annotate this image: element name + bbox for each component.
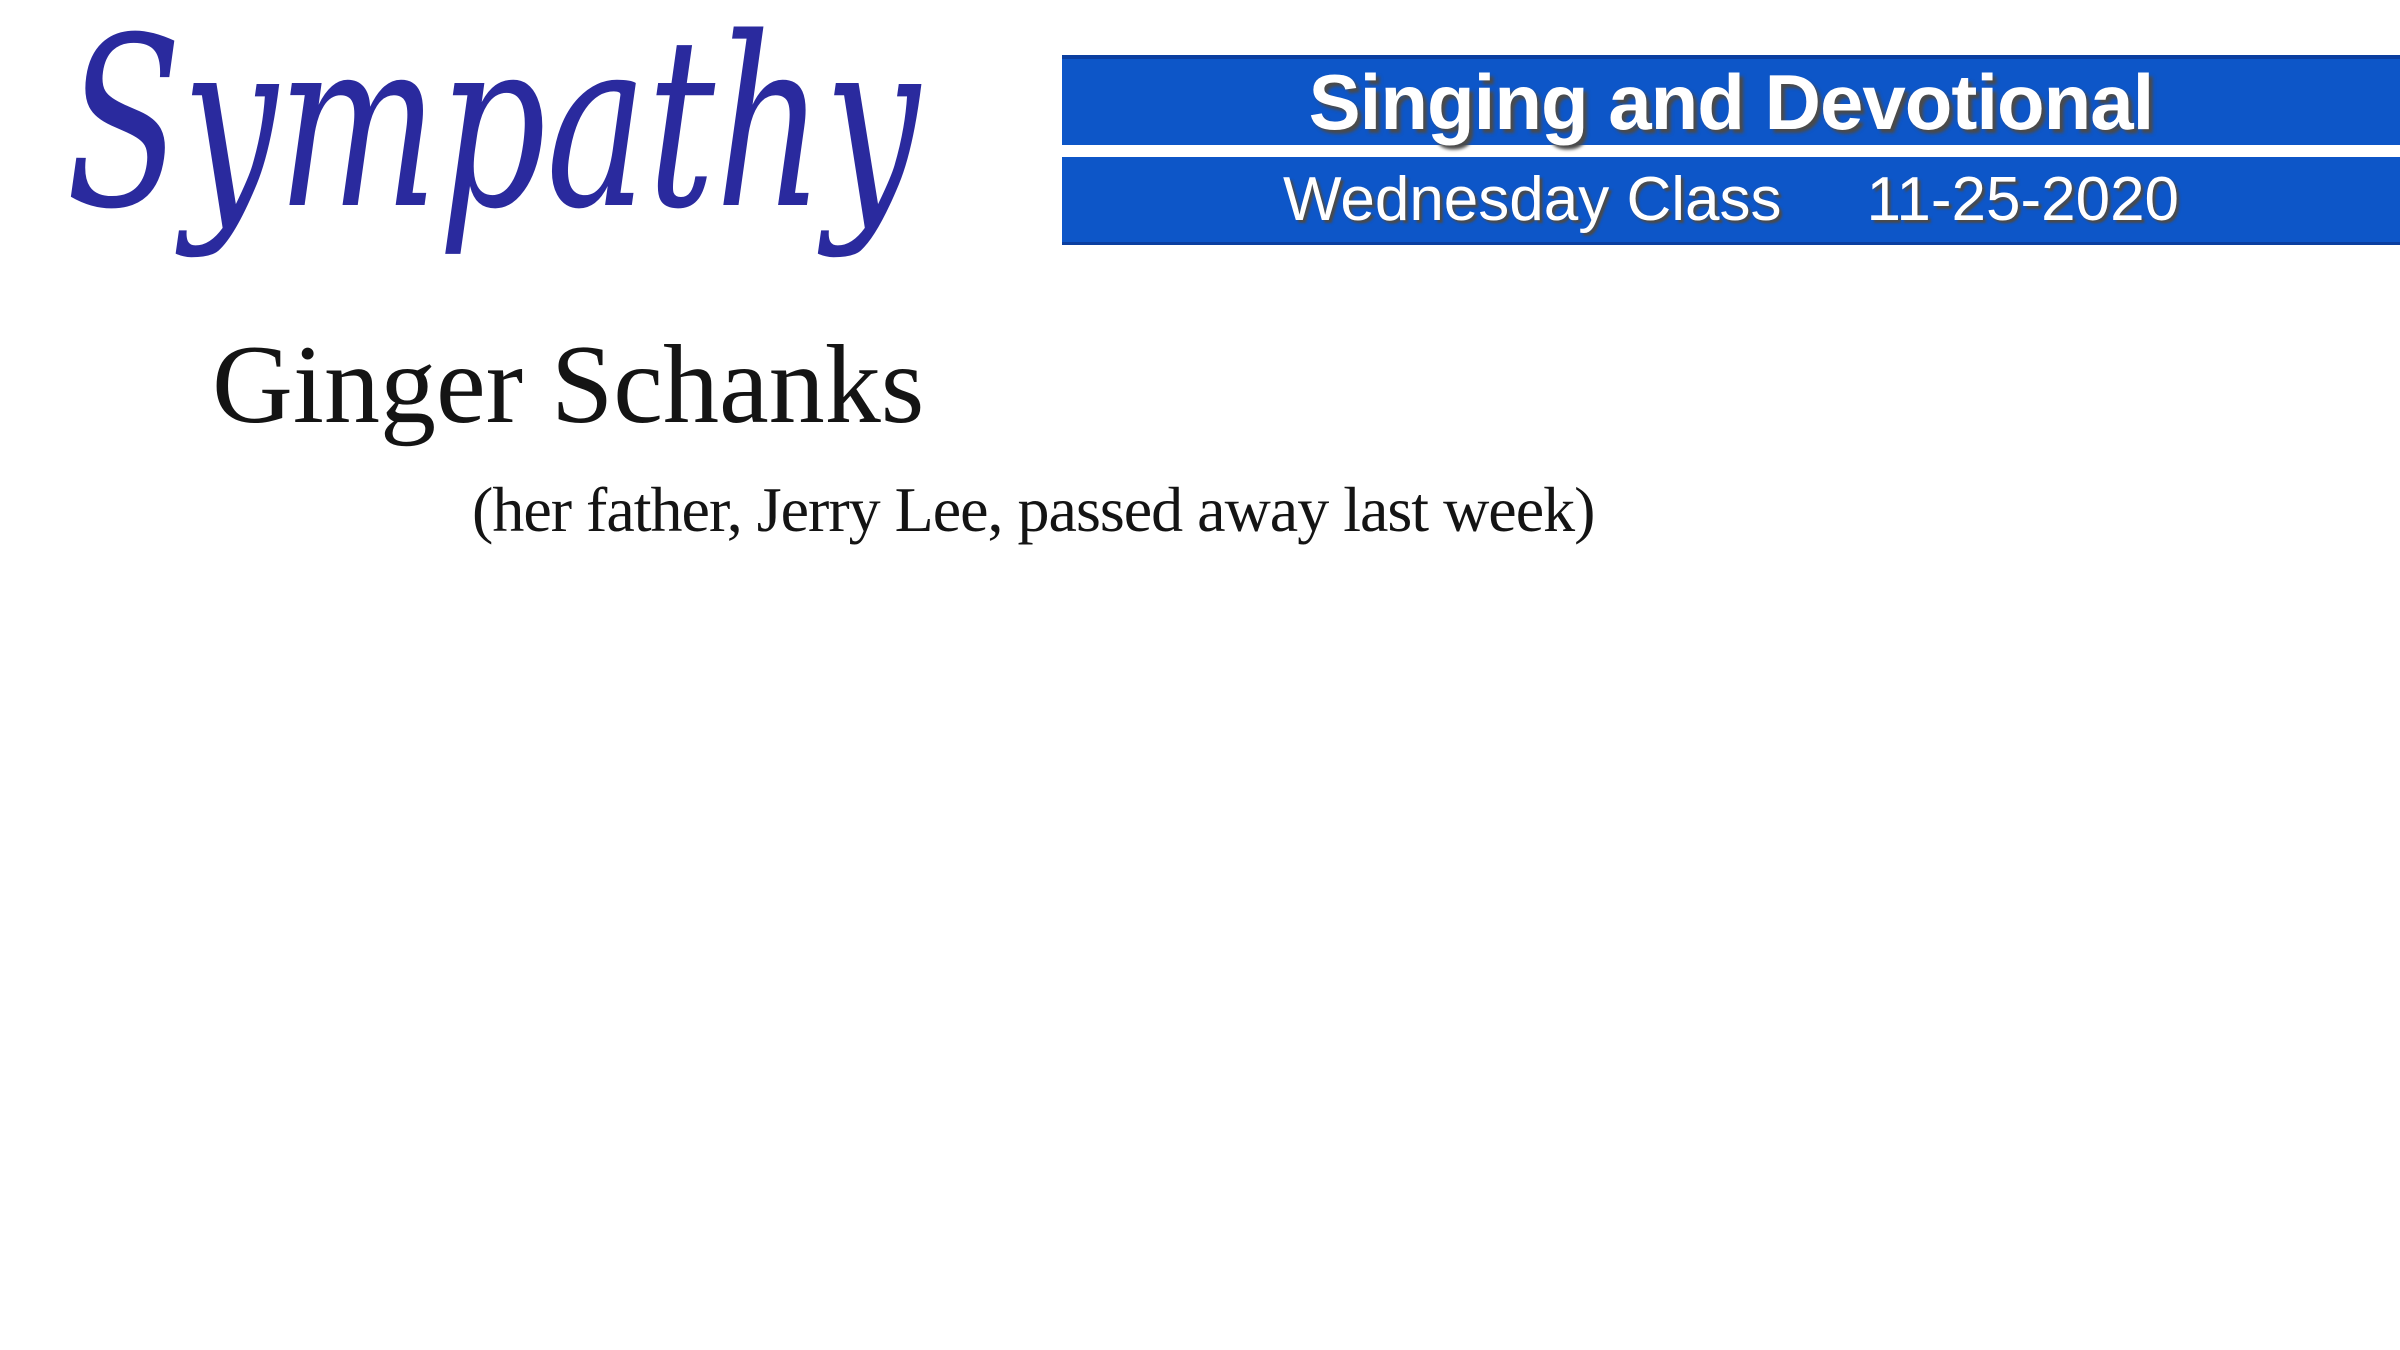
person-name: Ginger Schanks [212, 323, 925, 447]
banner-date-label: 11-25-2020 [1866, 165, 2180, 234]
banner-top-row [1062, 55, 2400, 145]
banner-bottom-row [1062, 157, 2400, 245]
banner-title: Singing and Devotional [1308, 57, 2154, 146]
event-banner [1062, 55, 2400, 245]
slide-title: Sympathy [66, 0, 920, 261]
person-note: (her father, Jerry Lee, passed away last week) [472, 474, 1595, 545]
banner-class-label: Wednesday Class [1282, 165, 1782, 234]
